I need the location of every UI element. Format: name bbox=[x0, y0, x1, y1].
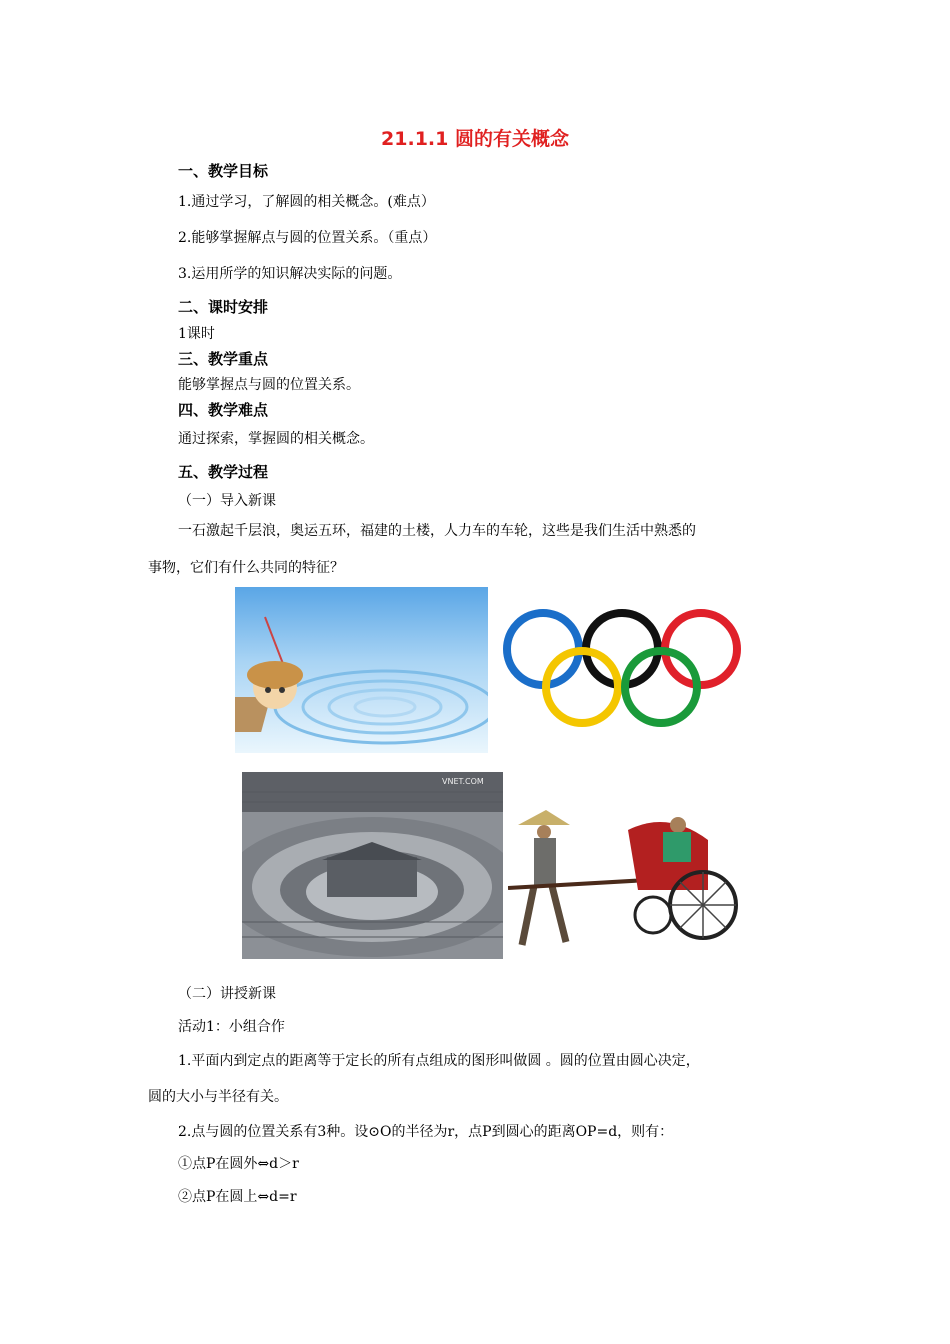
ripple-image bbox=[235, 587, 488, 753]
intro-line-2: 事物，它们有什么共同的特征？ bbox=[148, 560, 344, 576]
difficulty-text: 通过探索，掌握圆的相关概念。 bbox=[178, 431, 374, 447]
goal-2: 2.能够掌握解点与圆的位置关系。（重点） bbox=[178, 230, 437, 246]
definition-line-2: 圆的大小与半径有关。 bbox=[148, 1089, 288, 1105]
tulou-watermark: VNET.COM bbox=[442, 777, 484, 786]
tulou-image bbox=[242, 772, 503, 959]
difficulty-heading: 四、教学难点 bbox=[178, 401, 269, 419]
page-title: 21.1.1 圆的有关概念 bbox=[381, 128, 569, 150]
relation-line: 2.点与圆的位置关系有3种。设⊙O的半径为r，点P到圆心的距离OP=d，则有： bbox=[178, 1124, 674, 1140]
goal-3: 3.运用所学的知识解决实际的问题。 bbox=[178, 266, 402, 282]
teach-heading: （二）讲授新课 bbox=[178, 986, 276, 1002]
intro-line-1: 一石激起千层浪，奥运五环，福建的土楼，人力车的车轮，这些是我们生活中熟悉的 bbox=[178, 523, 696, 539]
goal-1: 1.通过学习，了解圆的相关概念。(难点） bbox=[178, 194, 435, 210]
olympic-rings-image bbox=[498, 587, 747, 753]
intro-heading: （一）导入新课 bbox=[178, 493, 276, 509]
rickshaw-image bbox=[508, 770, 742, 958]
case-2: ②点P在圆上⇔d=r bbox=[178, 1189, 297, 1205]
goals-heading: 一、教学目标 bbox=[178, 162, 269, 180]
process-heading: 五、教学过程 bbox=[178, 463, 269, 481]
key-text: 能够掌握点与圆的位置关系。 bbox=[178, 377, 360, 393]
schedule-heading: 二、课时安排 bbox=[178, 298, 269, 316]
key-heading: 三、教学重点 bbox=[178, 350, 269, 368]
definition-line-1: 1.平面内到定点的距离等于定长的所有点组成的图形叫做圆 。圆的位置由圆心决定， bbox=[178, 1053, 700, 1069]
case-1: ①点P在圆外⇔d＞r bbox=[178, 1156, 299, 1172]
schedule-text: 1课时 bbox=[178, 326, 215, 342]
activity-text: 活动1：小组合作 bbox=[178, 1019, 285, 1035]
